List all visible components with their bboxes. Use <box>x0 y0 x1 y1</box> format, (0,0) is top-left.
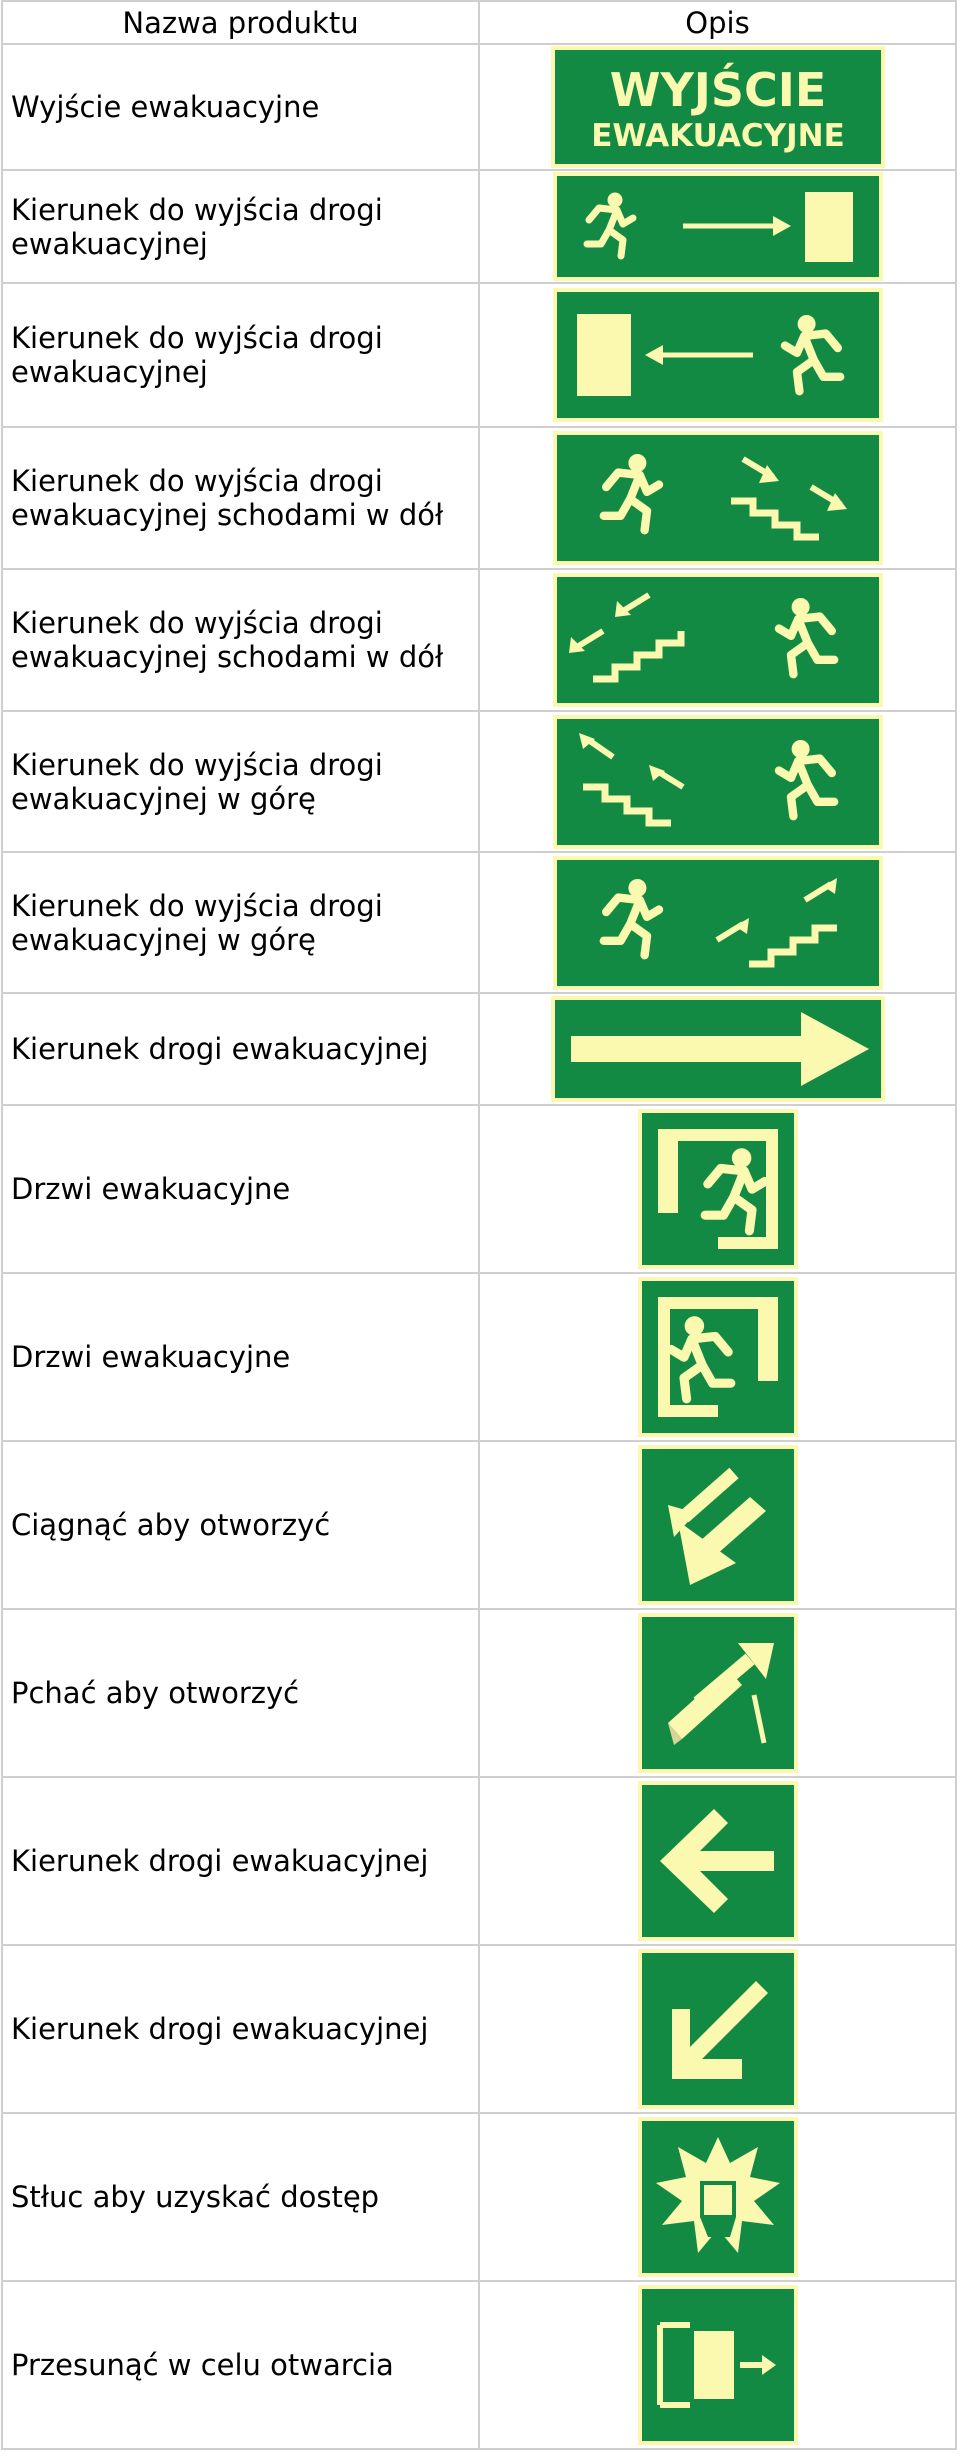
table-row <box>2 993 956 1105</box>
door-arrow-left-running-man-icon <box>553 288 883 422</box>
running-man-stairs-up-right-icon <box>553 856 883 990</box>
table-row <box>2 1273 956 1441</box>
slide-to-open-icon <box>638 2285 798 2445</box>
column-header-name: Nazwa produktu <box>2 1 479 44</box>
product-name: Przesunąć w celu otwarcia <box>2 2281 479 2449</box>
svg-text:EWAKUACYJNE: EWAKUACYJNE <box>590 118 845 154</box>
stairs-up-left-running-man-icon <box>553 715 883 849</box>
break-to-access-icon <box>638 2117 798 2277</box>
table-row <box>2 2113 956 2281</box>
product-name: Kierunek do wyjścia drogi ewakuacyjnej w górę <box>2 711 479 852</box>
table-row <box>2 1441 956 1609</box>
running-man-stairs-down-right-icon <box>553 431 883 565</box>
table-header-row <box>2 1 956 44</box>
table-row <box>2 569 956 711</box>
product-name: Kierunek drogi ewakuacyjnej <box>2 1945 479 2113</box>
arrow-down-left-icon <box>638 1949 798 2109</box>
table-row <box>2 1609 956 1777</box>
column-header-description: Opis <box>479 1 956 44</box>
product-name: Kierunek drogi ewakuacyjnej <box>2 1777 479 1945</box>
product-name: Wyjście ewakuacyjne <box>2 44 479 170</box>
table-row <box>2 2281 956 2449</box>
pull-to-open-icon <box>638 1445 798 1605</box>
emergency-door-right-icon <box>638 1277 798 1437</box>
product-name: Kierunek do wyjścia drogi ewakuacyjnej w górę <box>2 852 479 993</box>
product-name: Stłuc aby uzyskać dostęp <box>2 2113 479 2281</box>
arrow-left-icon <box>638 1781 798 1941</box>
emergency-door-left-icon <box>638 1109 798 1269</box>
running-man-arrow-right-door-icon <box>553 172 883 281</box>
table-row <box>2 1105 956 1273</box>
table-row <box>2 711 956 852</box>
product-name: Kierunek drogi ewakuacyjnej <box>2 993 479 1105</box>
product-name: Kierunek do wyjścia drogi ewakuacyjnej <box>2 170 479 283</box>
product-name: Drzwi ewakuacyjne <box>2 1105 479 1273</box>
table-row <box>2 1945 956 2113</box>
table-row <box>2 44 956 170</box>
svg-text:WYJŚCIE: WYJŚCIE <box>609 63 826 117</box>
table-row <box>2 427 956 569</box>
product-name: Kierunek do wyjścia drogi ewakuacyjnej <box>2 283 479 427</box>
product-name: Ciągnąć aby otworzyć <box>2 1441 479 1609</box>
product-name: Kierunek do wyjścia drogi ewakuacyjnej schodami w dół <box>2 569 479 711</box>
product-name: Pchać aby otworzyć <box>2 1609 479 1777</box>
push-to-open-icon <box>638 1613 798 1773</box>
table-row <box>2 283 956 427</box>
table-row <box>2 852 956 993</box>
product-name: Kierunek do wyjścia drogi ewakuacyjnej schodami w dół <box>2 427 479 569</box>
table-row <box>2 170 956 283</box>
exit-text-sign <box>551 46 885 168</box>
product-name: Drzwi ewakuacyjne <box>2 1273 479 1441</box>
stairs-down-left-running-man-icon <box>553 573 883 707</box>
product-table <box>1 0 957 2450</box>
table-row <box>2 1777 956 1945</box>
big-arrow-right-icon <box>551 996 885 1102</box>
